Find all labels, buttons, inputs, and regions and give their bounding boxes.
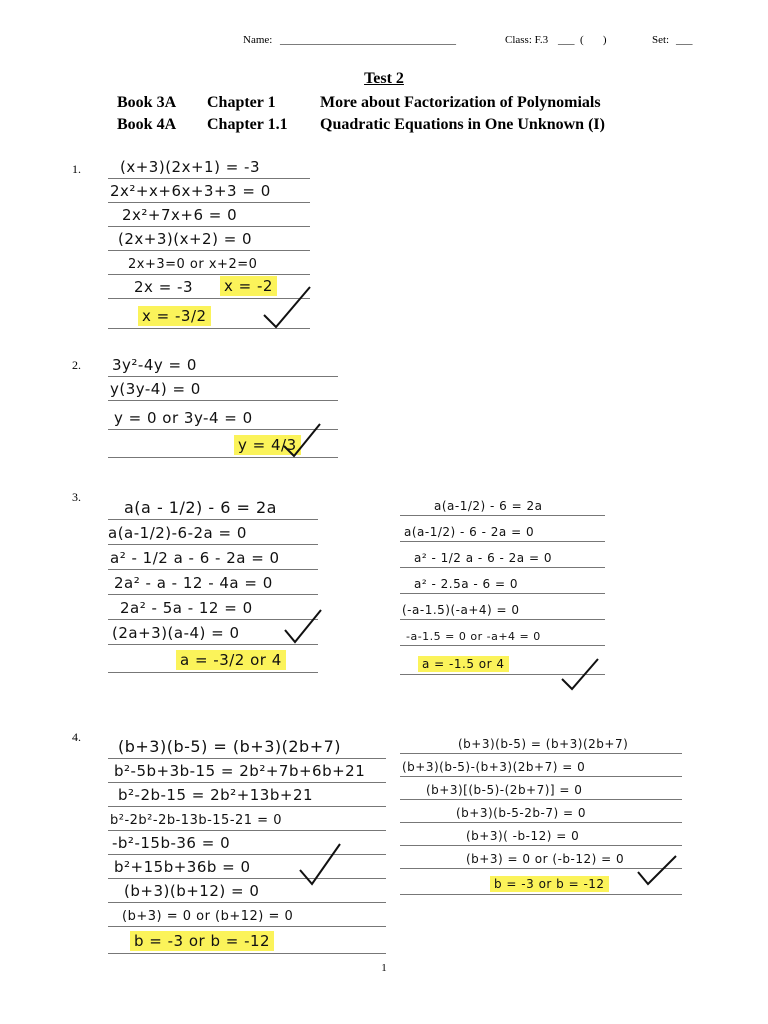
answer-highlight: y = 4/3 xyxy=(234,435,301,455)
class-blank[interactable]: ___ ( ) xyxy=(558,34,607,46)
working-line: b²-2b²-2b-13b-15-21 = 0 xyxy=(108,807,386,831)
working-line xyxy=(108,646,318,673)
working-line: (x+3)(2x+1) = -3 xyxy=(108,155,310,179)
answer-highlight: a = -1.5 or 4 xyxy=(418,656,509,672)
working-line: 3y²-4y = 0 xyxy=(108,353,338,377)
topic-label: Quadratic Equations in One Unknown (I) xyxy=(320,116,605,133)
working-line: (2a+3)(a-4) = 0 xyxy=(108,621,318,645)
working-line: b²-5b+3b-15 = 2b²+7b+6b+21 xyxy=(108,759,386,783)
test-title: Test 2 xyxy=(364,70,404,87)
checkmark-icon xyxy=(283,606,323,646)
working-line: (b+3)[(b-5)-(2b+7)] = 0 xyxy=(400,776,682,800)
working-line: (b+3)(b-5-2b-7) = 0 xyxy=(400,799,682,823)
question-number: 3. xyxy=(72,490,81,504)
checkmark-icon xyxy=(282,420,322,460)
working-line: a² - 2.5a - 6 = 0 xyxy=(400,570,605,594)
working-line: (b+3) = 0 or (b+12) = 0 xyxy=(108,903,386,927)
book-label: Book 3A xyxy=(117,94,177,111)
working-line: 2x+3=0 or x+2=0 xyxy=(108,251,310,275)
working-line: -b²-15b-36 = 0 xyxy=(108,831,386,855)
checkmark-icon xyxy=(560,655,600,693)
working-line: 2a² - 5a - 12 = 0 xyxy=(108,596,318,620)
name-label: Name: xyxy=(243,34,276,46)
working-line: a(a - 1/2) - 6 = 2a xyxy=(108,496,318,520)
working-line: y = 0 or 3y-4 = 0 xyxy=(108,403,338,430)
name-blank[interactable]: ________________________________ xyxy=(280,34,456,46)
working-line: 2x = -3 x = -2 xyxy=(108,275,310,299)
working-line: (b+3)(b-5)-(b+3)(2b+7) = 0 xyxy=(400,753,682,777)
class-label: Class: F.3 xyxy=(505,34,549,46)
working-line: a(a-1/2) - 6 = 2a xyxy=(400,492,605,516)
chapter-label: Chapter 1.1 xyxy=(207,116,288,133)
working-line: (-a-1.5)(-a+4) = 0 xyxy=(400,596,605,620)
working-line: b²+15b+36b = 0 xyxy=(108,855,386,879)
question-number: 4. xyxy=(72,730,81,744)
working-line: -a-1.5 = 0 or -a+4 = 0 xyxy=(400,622,605,646)
book-label: Book 4A xyxy=(117,116,177,133)
checkmark-icon xyxy=(298,840,342,888)
student-info-header xyxy=(0,34,768,50)
chapter-label: Chapter 1 xyxy=(207,94,276,111)
working-line: (b+3)( -b-12) = 0 xyxy=(400,822,682,846)
answer-highlight: x = -3/2 xyxy=(138,306,211,326)
working-line: (b+3)(b-5) = (b+3)(2b+7) xyxy=(108,735,386,759)
working-line: (b+3) = 0 or (-b-12) = 0 xyxy=(400,845,682,869)
checkmark-icon xyxy=(636,852,678,888)
answer-highlight: a = -3/2 or 4 xyxy=(176,650,286,670)
page-number: 1 xyxy=(381,962,387,974)
answer-highlight: x = -2 xyxy=(220,276,277,296)
question-number: 2. xyxy=(72,358,81,372)
working-line: a(a-1/2)-6-2a = 0 xyxy=(108,521,318,545)
chapter-line xyxy=(0,94,768,114)
working-line: (b+3)(b-5) = (b+3)(2b+7) xyxy=(400,730,682,754)
working-line: a² - 1/2 a - 6 - 2a = 0 xyxy=(108,546,318,570)
question-number: 1. xyxy=(72,162,81,176)
working-line: 2x²+x+6x+3+3 = 0 xyxy=(108,179,310,203)
working-line: 2a² - a - 12 - 4a = 0 xyxy=(108,571,318,595)
working-line: a² - 1/2 a - 6 - 2a = 0 xyxy=(400,544,605,568)
working-line: a(a-1/2) - 6 - 2a = 0 xyxy=(400,518,605,542)
topic-label: More about Factorization of Polynomials xyxy=(320,94,601,111)
set-label: Set: xyxy=(652,34,672,46)
checkmark-icon xyxy=(262,285,312,331)
answer-highlight: b = -3 or b = -12 xyxy=(130,931,274,951)
working-line xyxy=(108,927,386,954)
answer-highlight: b = -3 or b = -12 xyxy=(490,876,609,892)
set-blank[interactable]: ___ xyxy=(676,34,693,46)
working-line: y(3y-4) = 0 xyxy=(108,377,338,401)
working-line: (2x+3)(x+2) = 0 xyxy=(108,227,310,251)
working-line: b²-2b-15 = 2b²+13b+21 xyxy=(108,783,386,807)
working-line: (b+3)(b+12) = 0 xyxy=(108,879,386,903)
working-line: 2x²+7x+6 = 0 xyxy=(108,203,310,227)
chapter-line xyxy=(0,116,768,136)
